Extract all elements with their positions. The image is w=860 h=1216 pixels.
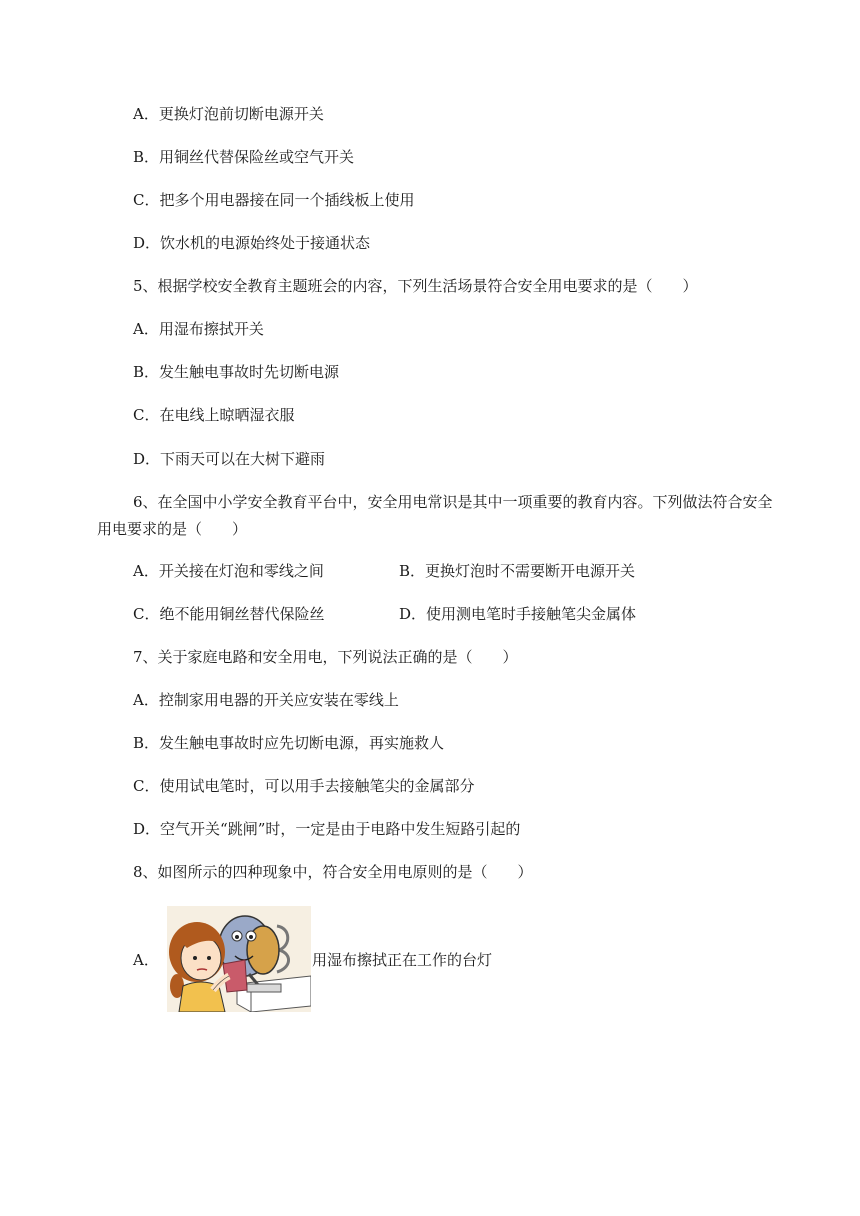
q4-option-a: A．更换灯泡前切断电源开关 — [133, 105, 324, 123]
q6-stem-line2: 用电要求的是（ ） — [97, 520, 248, 538]
q5-stem: 5、根据学校安全教育主题班会的内容，下列生活场景符合安全用电要求的是（ ） — [133, 277, 698, 295]
q6-option-d: D．使用测电笔时手接触笔尖金属体 — [399, 605, 637, 623]
q6-option-b: B．更换灯泡时不需要断开电源开关 — [399, 562, 636, 580]
q5-option-a: A．用湿布擦拭开关 — [133, 320, 264, 338]
q4-option-d: D．饮水机的电源始终处于接通状态 — [133, 234, 371, 252]
q6-stem-line1: 6、在全国中小学安全教育平台中，安全用电常识是其中一项重要的教育内容。下列做法符合安全 — [133, 493, 773, 511]
q7-option-a: A．控制家用电器的开关应安装在零线上 — [133, 691, 399, 709]
q6-option-c: C．绝不能用铜丝替代保险丝 — [133, 605, 325, 623]
q5-option-d: D．下雨天可以在大树下避雨 — [133, 450, 326, 468]
q8-stem: 8、如图所示的四种现象中，符合安全用电原则的是（ ） — [133, 863, 533, 881]
girl-wiping-lamp-illustration — [167, 906, 311, 1012]
q4-option-c: C．把多个用电器接在同一个插线板上使用 — [133, 191, 415, 209]
q5-option-c: C．在电线上晾晒湿衣服 — [133, 406, 295, 424]
q7-option-c: C．使用试电笔时，可以用手去接触笔尖的金属部分 — [133, 777, 475, 795]
q8-option-a-label: A． — [133, 951, 159, 969]
q7-stem: 7、关于家庭电路和安全用电，下列说法正确的是（ ） — [133, 648, 518, 666]
q7-option-d: D．空气开关“跳闸”时，一定是由于电路中发生短路引起的 — [133, 820, 521, 838]
q4-option-b: B．用铜丝代替保险丝或空气开关 — [133, 148, 355, 166]
q7-option-b: B．发生触电事故时应先切断电源，再实施救人 — [133, 734, 445, 752]
q8-option-a-text: 用湿布擦拭正在工作的台灯 — [312, 951, 493, 969]
q5-option-b: B．发生触电事故时先切断电源 — [133, 363, 340, 381]
q6-option-a: A．开关接在灯泡和零线之间 — [133, 562, 324, 580]
